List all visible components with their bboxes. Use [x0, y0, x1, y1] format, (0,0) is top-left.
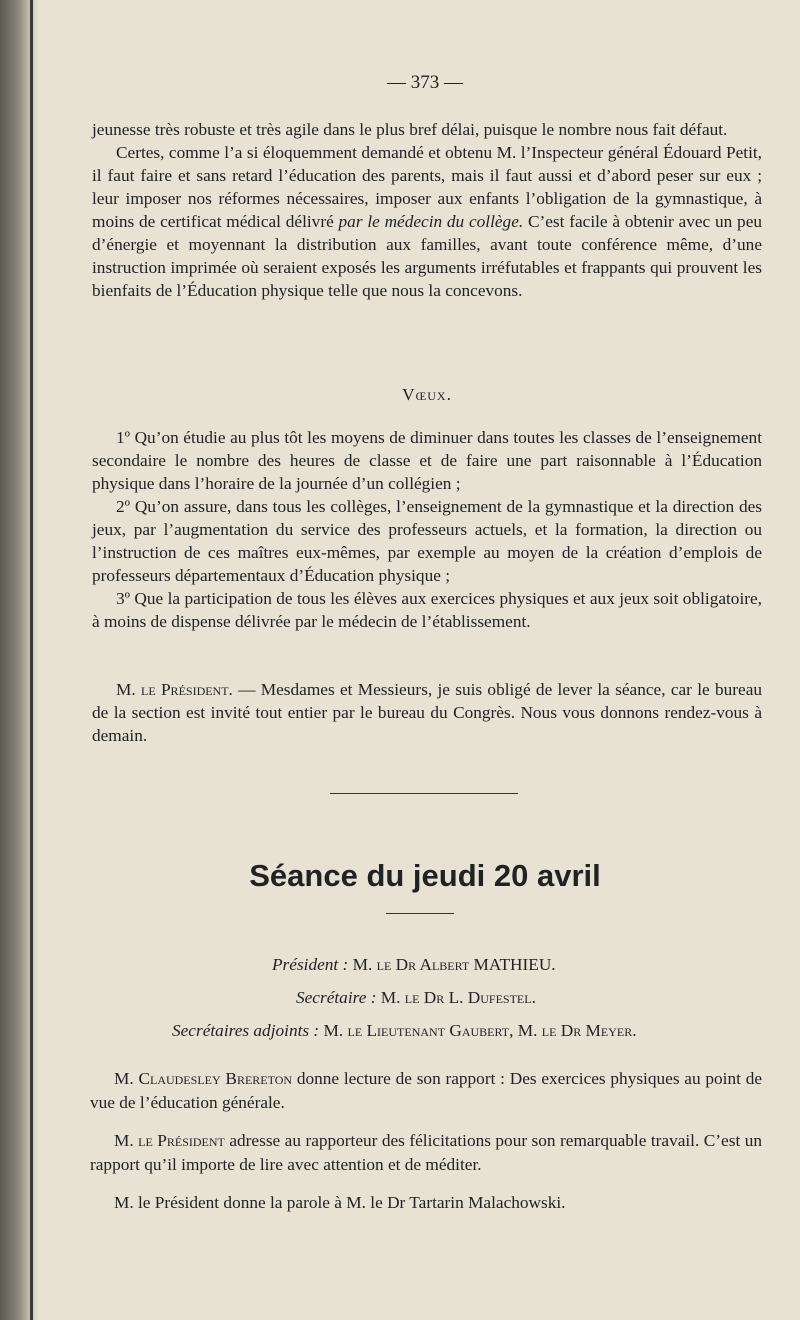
- speaker-name: M. le Président.: [116, 680, 233, 699]
- speaker-name: M. le Président: [114, 1131, 225, 1150]
- heading-underline: [386, 913, 454, 914]
- paragraph-text: C’est facile à obtenir avec un peu d’énergie et moyennant la distribution aux familles, avant toute conférence même, d’une instruction imprimée où seraient exposés les arguments irréfutables et frappants qui prouvent les bienfaits de l’Éducation physique telle que nous la concevons.: [92, 212, 763, 300]
- officer-name: M. le Lieutenant Gaubert, M. le Dr Meyer.: [319, 1021, 637, 1040]
- paragraph-text: Certes, comme l’a si éloquemment demandé et obtenu M. l’Inspecteur général Édouard Petit, il faut faire et sans retard l’éducation des parents, mais il faut aussi et d’abord peser sur eux ; leur imposer nos réformes nécessaires, imposer aux enfants l’obligation de la gymnastique, à moins de certificat médical délivré: [92, 143, 762, 231]
- voeux-list: [92, 426, 762, 633]
- binding-edge: [30, 0, 33, 1320]
- officer-label: Secrétaires adjoints :: [172, 1021, 320, 1040]
- page-number: — 373 —: [387, 72, 463, 93]
- voeux-title: [92, 383, 762, 406]
- president-closing: [92, 678, 762, 747]
- session-heading: Séance du jeudi 20 avril: [249, 858, 601, 893]
- officer-label: Président :: [272, 955, 349, 974]
- voeu-item: 3º Que la participation de tous les élèves aux exercices physiques et aux jeux soit obligatoire, à moins de dispense délivrée par le médecin de l’établissement.: [92, 589, 762, 631]
- officer-president: [272, 953, 556, 976]
- section-divider: [330, 793, 518, 794]
- speech-text: donne lecture de son rapport : Des exercices physiques au point de vue de l’éducation générale.: [90, 1069, 762, 1112]
- voeu-item: 1º Qu’on étudie au plus tôt les moyens de diminuer dans toutes les classes de l’enseignement secondaire le nombre des heures de classe et de faire une part raisonnable à l’Éducation physique dans l’horaire de la journée d’un collégien ;: [92, 428, 762, 493]
- officer-secretary: [296, 986, 536, 1009]
- intro-text: [92, 118, 762, 302]
- officer-label: Secrétaire :: [296, 988, 377, 1007]
- voeu-item: 2º Qu’on assure, dans tous les collèges, l’enseignement de la gymnastique et la direction des jeux, par l’augmentation du service des professeurs actuels, et la formation, la direction ou l’instruction de ces maîtres eux-mêmes, par exemple au moyen de la création d’emplois de professeurs départementaux d’Éducation physique ;: [92, 497, 762, 585]
- officer-name: M. le Dr Albert MATHIEU.: [348, 955, 556, 974]
- speech-text: — Mesdames et Messieurs, je suis obligé de lever la séance, car le bureau de la section est invité tout entier par le bureau du Congrès. Nous vous donnons rendez-vous à demain.: [92, 680, 763, 745]
- speech-text: adresse au rapporteur des félicitations pour son remarquable travail. C’est un rapport qu’il importe de lire avec attention et de méditer.: [90, 1131, 762, 1174]
- paragraph-italic: par le médecin du collège.: [338, 212, 524, 231]
- speaker-name: M. Claudesley Brereton: [114, 1069, 293, 1088]
- officer-name: M. le Dr L. Dufestel.: [376, 988, 536, 1007]
- paragraph-certes: [92, 141, 762, 302]
- session-body: [90, 1067, 762, 1215]
- voeux-title-text: Vœux.: [402, 385, 452, 404]
- speech-text: M. le Président donne la parole à M. le Dr Tartarin Malachowski.: [114, 1193, 566, 1212]
- paragraph-continuation: jeunesse très robuste et très agile dans le plus bref délai, puisque le nombre nous fait défaut.: [92, 120, 728, 139]
- officer-adjoints: [172, 1019, 637, 1042]
